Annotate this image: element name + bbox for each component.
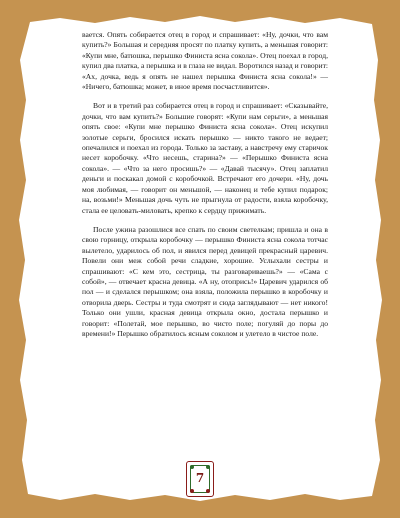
- paragraph-2: Вот и в третий раз собирается отец в город и спрашивает: «Сказывайте, дочки, что вам купить?» Большие говорят: «Купи нам серьги», а меньшая опять свое: «Купи мне перышко Финиста ясна сокола». Отец искупил золотые серьги, бросился искать перышко — никто такого не ведает; опечалился и поехал из города. Только за заставу, а навстречу ему старичок несет коробочку. «Что несешь, старина?» — «Перышко Финиста ясна сокола». — «Что за него просишь?» — «Давай тысячу». Отец заплатил деньги и поскакал домой с коробочкой. Встречают его дочери. «Ну, дочь моя любимая, — говорит он меньшой, — наконец и тебе купил подарок; на, возьми!» Меньшая дочь чуть не прыгнула от радости, взяла коробочку, стала ее целовать-миловать, крепко к сердцу прижимать.: [82, 101, 328, 215]
- page-number-badge: [186, 461, 214, 497]
- paragraph-3: После ужина разошлися все спать по своим светелкам; пришла и она в свою горницу, открыла коробочку — перышко Финиста ясна сокола тотчас вылетело, ударилось об пол, и явился перед девицей прекрасный царевич. Повели они меж собой речи сладкие, хорошие. Услыхали сестры и спрашивают: «С кем это, сестрица, ты разговариваешь?» — «Сама с собой», — отвечает красна девица. «А ну, отопрись!» Царевич ударился об пол — и сделался перышком; она взяла, положила перышко в коробочку и отворила дверь. Сестры и туда смотрят и сюда заглядывают — нет никого! Только они ушли, красная девица открыла окно, достала перышко и говорит: «Полетай, мое перышко, во чисто поле; погуляй до поры до времени!» Перышко обратилось ясным соколом и улетело в чистое поле.: [82, 224, 328, 338]
- paragraph-1: вается. Опять собирается отец в город и спрашивает: «Ну, дочки, что вам купить?» Большая и середняя просят по платку купить, а меньшая говорит: «Купи мне, батюшка, перышко Финиста ясна сокола». Отец поехал в город, купил два платка, а перышка и в глаза не видал. Воротился назад и говорит: «Ах, дочка, ведь я опять не нашел перышка Финиста ясна сокола!» — «Ничего, батюшка; может, в иное время посчастливится».: [82, 30, 328, 92]
- page-number: 7: [195, 471, 205, 485]
- story-text: [82, 30, 328, 339]
